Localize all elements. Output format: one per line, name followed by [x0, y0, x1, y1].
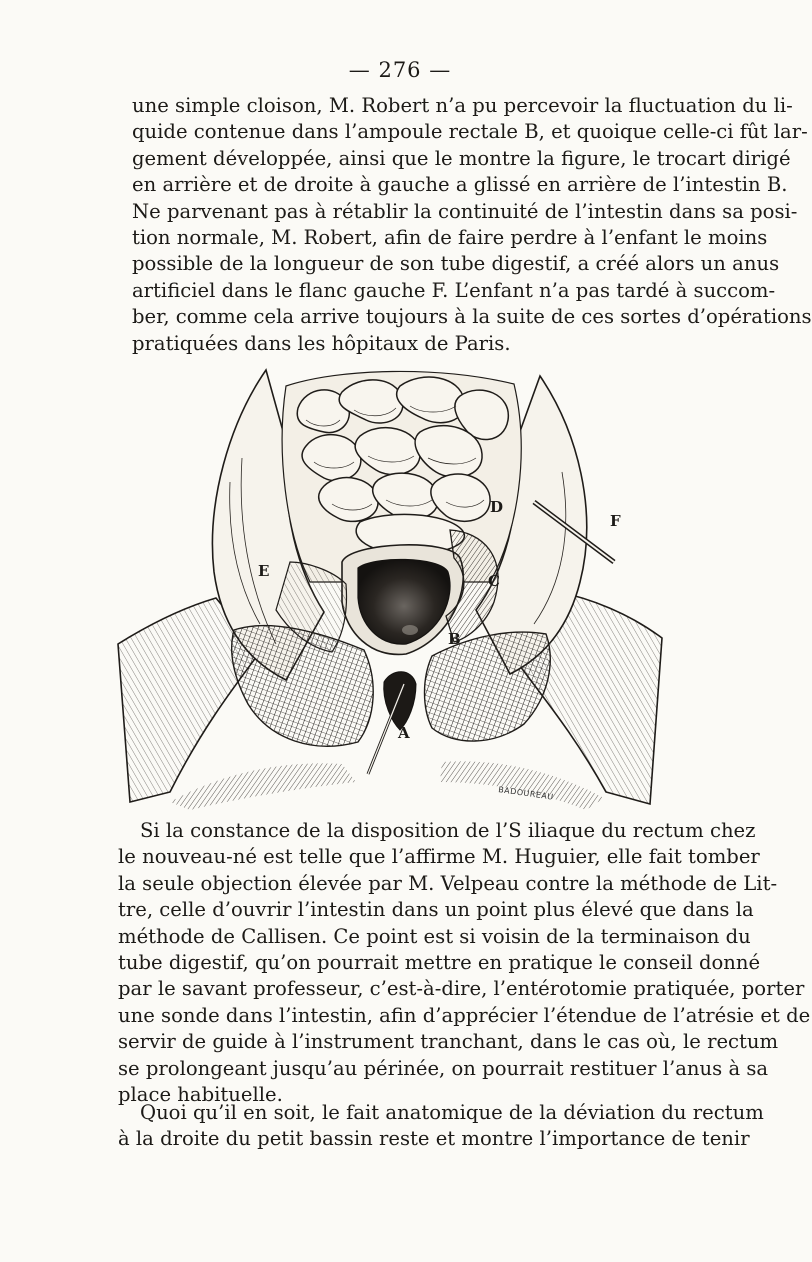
anatomical-figure: [110, 362, 670, 810]
text-line: tube digestif, qu’on pourrait mettre en pratique le conseil donné: [118, 951, 761, 975]
text-line: le nouveau-né est telle que l’affirme M. Huguier, elle fait tomber: [118, 845, 760, 869]
text-line: en arrière et de droite à gauche a glissé en arrière de l’intestin B.: [132, 173, 788, 197]
text-line: gement développée, ainsi que le montre la figure, le trocart dirigé: [132, 146, 791, 170]
text-line: artificiel dans le flanc gauche F. L’enfant n’a pas tardé à succom-: [132, 278, 776, 302]
figure-label-B: B: [448, 630, 461, 648]
text-line: à la droite du petit bassin reste et montre l’importance de tenir: [118, 1127, 750, 1151]
figure-label-C: C: [488, 572, 500, 590]
text-line: tre, celle d’ouvrir l’intestin dans un point plus élevé que dans la: [118, 898, 754, 922]
text-line: se prolongeant jusqu’au périnée, on pourrait restituer l’anus à sa: [118, 1056, 769, 1080]
text-line: la seule objection élevée par M. Velpeau contre la méthode de Lit-: [118, 871, 778, 895]
right-perineal-tissue: [425, 632, 551, 741]
text-line: tion normale, M. Robert, afin de faire perdre à l’enfant le moins: [132, 226, 768, 250]
text-line: Ne parvenant pas à rétablir la continuité de l’intestin dans sa posi-: [132, 199, 798, 223]
left-perineal-tissue: [232, 626, 374, 747]
text-line: méthode de Callisen. Ce point est si voisin de la terminaison du: [118, 924, 751, 948]
figure-label-F: F: [610, 512, 621, 530]
paragraph-2: [118, 818, 811, 1108]
text-line: place habituelle.: [118, 1083, 283, 1107]
figure-label-A: A: [398, 724, 410, 742]
text-line: pratiquées dans les hôpitaux de Paris.: [132, 331, 511, 355]
text-line: servir de guide à l’instrument tranchant, dans le cas où, le rectum: [118, 1030, 779, 1054]
text-line: par le savant professeur, c’est-à-dire, l’entérotomie pratiquée, porter: [118, 977, 805, 1001]
paragraph-1: [132, 93, 812, 357]
text-line: une simple cloison, M. Robert n’a pu percevoir la fluctuation du li-: [132, 94, 793, 117]
text-line: possible de la longueur de son tube digestif, a créé alors un anus: [132, 252, 780, 276]
paragraph-3: [118, 1100, 764, 1153]
text-line: Quoi qu’il en soit, le fait anatomique de la déviation du rectum: [140, 1101, 764, 1124]
text-line: une sonde dans l’intestin, afin d’apprécier l’étendue de l’atrésie et de: [118, 1003, 811, 1027]
figure-label-D: D: [490, 498, 504, 516]
engraving-illustration: [110, 362, 670, 810]
engraver-signature: BADOUREAU: [497, 785, 555, 802]
text-line: ber, comme cela arrive toujours à la suite de ces sortes d’opérations: [132, 305, 812, 329]
text-line: Si la constance de la disposition de l’S iliaque du rectum chez: [140, 819, 756, 842]
page-number: — 276 —: [348, 58, 452, 82]
lower-shading-right: [440, 761, 604, 810]
figure-label-E: E: [258, 562, 270, 580]
lower-shading-left: [170, 763, 356, 810]
text-line: quide contenue dans l’ampoule rectale B, et quoique celle-ci fût lar-: [132, 120, 808, 144]
